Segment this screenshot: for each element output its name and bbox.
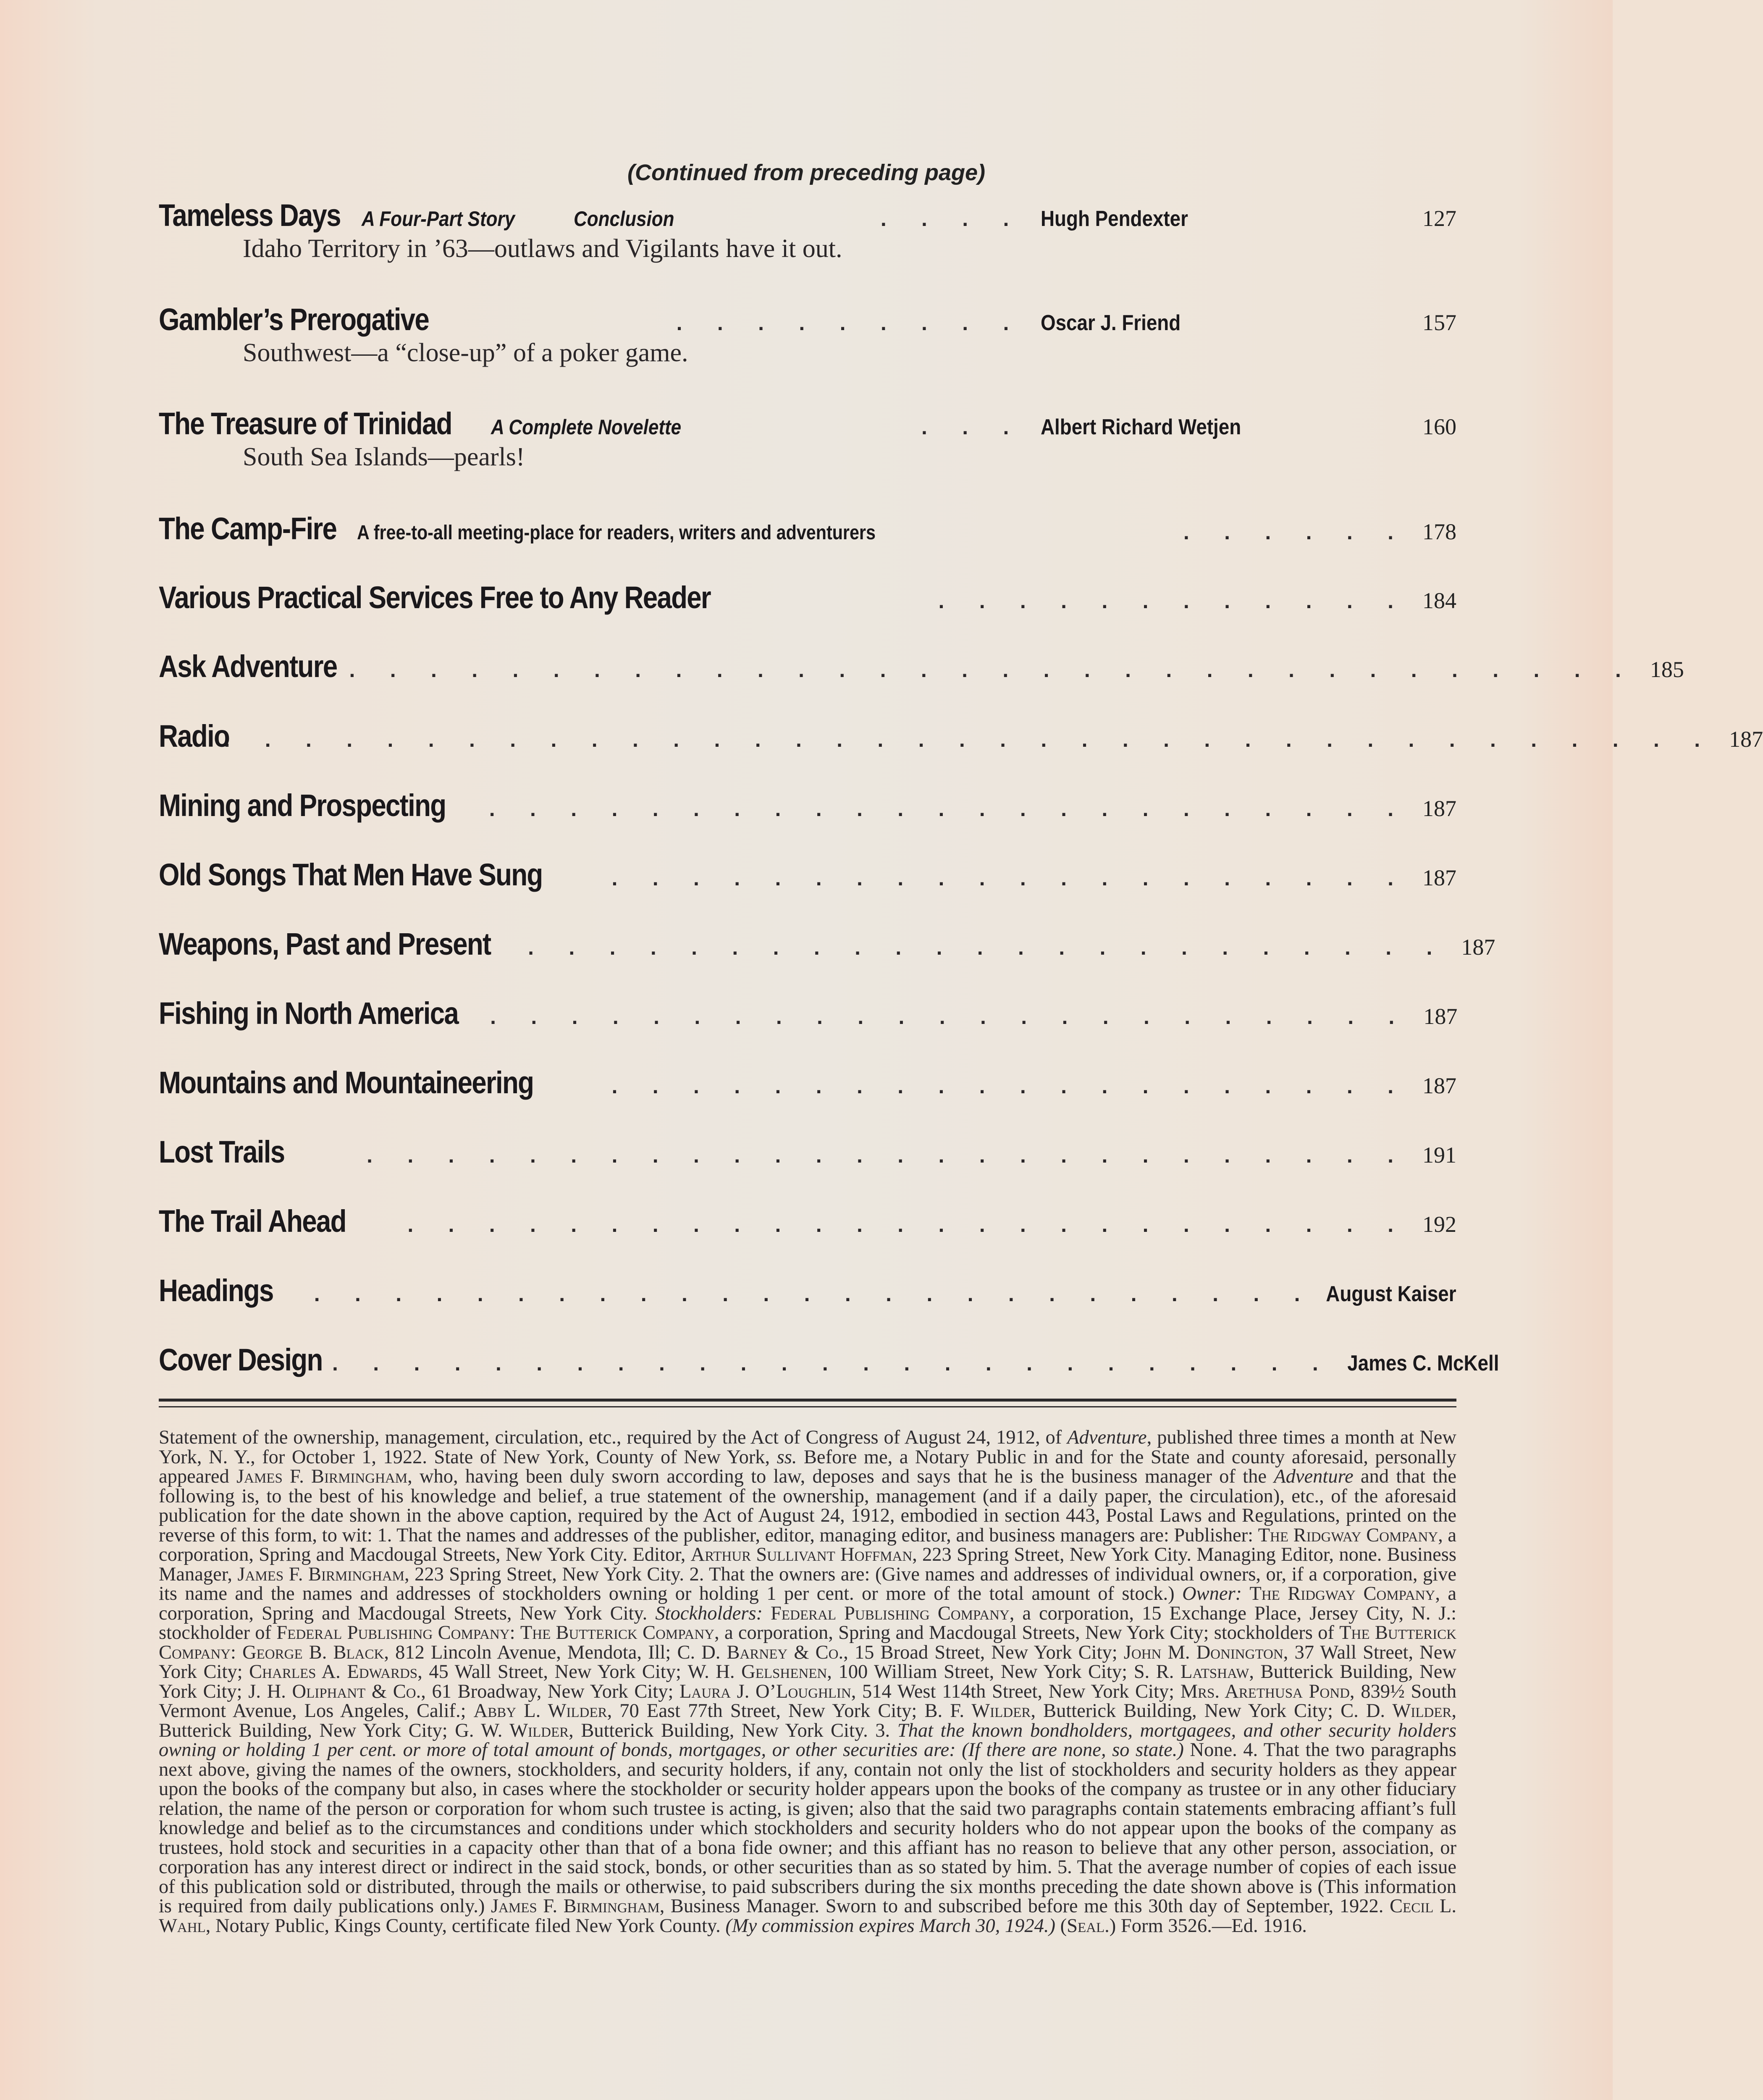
author-name: Albert Richard Wetjen xyxy=(1041,415,1241,439)
section-title: Radio xyxy=(159,719,230,753)
artist-name: August Kaiser xyxy=(1326,1282,1456,1306)
page-number: 185 xyxy=(1650,657,1684,682)
leader-dots: . . . . . . . . . . . . . . . . . . . . . . . . . xyxy=(332,1352,1318,1375)
toc-entry xyxy=(159,648,1684,684)
page-number: 184 xyxy=(1422,588,1456,613)
toc-entry xyxy=(159,1273,1456,1308)
page-number: 187 xyxy=(1461,934,1495,960)
story-title: Tameless Days xyxy=(159,198,341,233)
page-number: 157 xyxy=(1422,310,1456,335)
leader-dots: . . . . . . xyxy=(1183,520,1393,544)
toc-entry xyxy=(159,302,1456,368)
toc-entry xyxy=(159,926,1495,962)
divider-rule xyxy=(159,1399,1456,1402)
author-name: Oscar J. Friend xyxy=(1041,311,1181,335)
toc-entry xyxy=(159,1134,1456,1170)
section-title: Lost Trails xyxy=(159,1134,285,1169)
leader-dots: . . . . xyxy=(880,207,1032,231)
section-title: Mining and Prospecting xyxy=(159,788,446,823)
story-tag: Conclusion xyxy=(574,207,674,231)
toc-entry xyxy=(159,857,1456,892)
leader-dots: . . . . . . . . . . . . . . . . . . . . . . . xyxy=(528,936,1432,959)
leader-dots: . . . . . . . . . . . . . . . . . . . . . . . . . . xyxy=(367,1144,1393,1167)
page-number: 127 xyxy=(1422,206,1456,231)
section-title: Old Songs That Men Have Sung xyxy=(159,857,543,892)
story-description: Southwest—a “close-up” of a poker game. xyxy=(243,339,688,367)
section-title: Ask Adventure xyxy=(159,649,337,684)
section-title: The Camp-Fire xyxy=(159,511,337,546)
toc-entry xyxy=(159,1065,1456,1100)
leader-dots: . . . . . . . . . . . . . . . . . . . . xyxy=(611,866,1393,890)
section-title: Various Practical Services Free to Any Reader xyxy=(159,580,711,615)
leader-dots: . . . . . . . . . . . . . . . . . . . . . . . . . xyxy=(407,1213,1393,1236)
leader-dots: . . . . . . . . . . . . . . . . . . . . . . . . . xyxy=(314,1282,1300,1306)
leader-dots: . . . . . . . . . . . . . . . . . . . . . . . xyxy=(490,1005,1395,1029)
page-number: 160 xyxy=(1422,414,1456,439)
toc-entry xyxy=(159,1203,1456,1239)
story-tag: A Four-Part Story xyxy=(362,207,515,231)
toc-entry xyxy=(159,406,1456,472)
story-title: Gambler’s Prerogative xyxy=(159,302,429,337)
leader-dots: . . . . . . . . . . . . . . . . . . . . xyxy=(611,1074,1393,1098)
divider-rule xyxy=(159,1406,1456,1407)
section-title: Mountains and Mountaineering xyxy=(159,1065,534,1100)
section-title: Cover Design xyxy=(159,1342,323,1377)
page-number: 187 xyxy=(1422,865,1456,890)
toc-entry xyxy=(159,1342,1499,1378)
story-tag: A Complete Novelette xyxy=(491,415,682,439)
toc-entry xyxy=(159,995,1456,1031)
leader-dots: . . . . . . . . . . . . . . . . . . . . . . . . . . . . . . . . . . . . . xyxy=(224,728,1700,751)
leader-dots: . . . . . . . . . . . . xyxy=(938,589,1393,613)
artist-name: James C. McKell xyxy=(1347,1351,1499,1376)
page-number: 191 xyxy=(1422,1142,1456,1168)
continued-label: (Continued from preceding page) xyxy=(627,160,985,185)
story-description: Idaho Territory in ’63—outlaws and Vigilants have it out. xyxy=(243,234,842,263)
page-number: 187 xyxy=(1422,1073,1456,1098)
leader-dots: . . . xyxy=(921,415,1032,439)
section-title: Weapons, Past and Present xyxy=(159,927,491,961)
story-description: South Sea Islands—pearls! xyxy=(243,443,525,471)
ownership-statement: Statement of the ownership, management, circulation, etc., required by the Act of Congress of August 24, 1912, of Adventure, published three times a month at New York, N. Y., for October 1, 1922. State of New York, County of New York, ss. Before me, a Notary Public in and for the State and county aforesaid, personally appeared James F. Birmingham, who, having been duly sworn according to law, deposes and says that he is the business manager of the Adventure and that the following is, to the best of his knowledge and belief, a true statement of the ownership, management (and if a daily paper, the circulation), etc., of the aforesaid publication for the date shown in the above caption, required by the Act of August 24, 1912, embodied in section 443, Postal Laws and Regulations, printed on the reverse of this form, to wit: 1. That the names and addresses of the publisher, editor, managing editor, and business managers are: Publisher: The Ridgway Company, a corporation, Spring and Macdougal Streets, New York City. Editor, Arthur Sullivant Hoffman, 223 Spring Street, New York City. Managing Editor, none. Business Manager, James F. Birmingham, 223 Spring Street, New York City. 2. That the owners are: (Give names and addresses of individual owners, or, if a corporation, give its name and the names and addresses of stockholders owning or holding 1 per cent. or more of the total amount of stock.) Owner: The Ridgway Company, a corporation, Spring and Macdougal Streets, New York City. Stockholders: Federal Publishing Company, a corporation, 15 Exchange Place, Jersey City, N. J.: stockholder of Federal Publishing Company: The Butterick Company, a corporation, Spring and Macdougal Streets, New York City; stockholders of The Butterick Company: George B. Black, 812 Lincoln Avenue, Mendota, Ill; C. D. Barney & Co., 15 Broad Street, New York City; John M. Donington, 37 Wall Street, New York City; Charles A. Edwards, 45 Wall Street, New York City; W. H. Gelshenen, 100 William Street, New York City; S. R. Latshaw, Butterick Building, New York City; J. H. Oliphant & Co., 61 Broadway, New York City; Laura J. O’Loughlin, 514 West 114th Street, New York City; Mrs. Arethusa Pond, 839½ South Vermont Avenue, Los Angeles, Calif.; Abby L. Wilder, 70 East 77th Street, New York City; B. F. Wilder, Butterick Building, New York City; C. D. Wilder, Butterick Building, New York City; G. W. Wilder, Butterick Building, New York City. 3. That the known bondholders, mortgagees, and other security holders owning or holding 1 per cent. or more of total amount of bonds, mortgages, or other securities are: (If there are none, so state.) None. 4. That the two paragraphs next above, giving the names of the owners, stockholders, and security holders, if any, contain not only the list of stockholders and security holders as they appear upon the books of the company but also, in cases where the stockholder or security holder appears upon the books of the company as trustee or in any other fiduciary relation, the name of the person or corporation for whom such trustee is acting, is given; also that the said two paragraphs contain statements embracing affiant’s full knowledge and belief as to the circumstances and conditions under which stockholders and security holders who do not appear upon the books of the company as trustees, hold stock and securities in a capacity other than that of a bona fide owner; and this affiant has no reason to believe that any other person, association, or corporation has any interest direct or indirect in the said stock, bonds, or other securities than as so stated by him. 5. That the average number of copies of each issue of this publication sold or distributed, through the mails or otherwise, to paid subscribers during the six months preceding the date shown above is (This information is required from daily publications only.) James F. Birmingham, Business Manager. Sworn to and subscribed before me this 30th day of September, 1922. Cecil L. Wahl, Notary Public, Kings County, certificate filed New York County. (My commission expires March 30, 1924.) (Seal.) Form 3526.—Ed. 1916. xyxy=(159,1427,1457,1937)
page-number: 187 xyxy=(1729,727,1763,752)
toc-entry xyxy=(159,197,1456,264)
section-title: Headings xyxy=(159,1273,273,1308)
page-number: 178 xyxy=(1422,519,1456,544)
leader-dots: . . . . . . . . . . . . . . . . . . . . . . . xyxy=(489,797,1393,821)
leader-dots: . . . . . . . . . . . . . . . . . . . . . . . . . . . . . . . . xyxy=(349,658,1621,682)
story-title: The Treasure of Trinidad xyxy=(159,406,452,441)
section-title: The Trail Ahead xyxy=(159,1204,346,1239)
page-number: 192 xyxy=(1422,1212,1456,1237)
toc-entry xyxy=(159,718,1763,754)
page-number: 187 xyxy=(1422,796,1456,821)
author-name: Hugh Pendexter xyxy=(1041,207,1188,231)
toc-entry xyxy=(159,788,1456,823)
toc-entry xyxy=(159,511,1456,546)
section-title: Fishing in North America xyxy=(159,996,459,1031)
toc-entry xyxy=(159,580,1456,615)
section-subtitle: A free-to-all meeting-place for readers, writers and adventurers xyxy=(357,522,876,544)
leader-dots: . . . . . . . . . xyxy=(676,311,1032,335)
page-number: 187 xyxy=(1423,1004,1458,1029)
